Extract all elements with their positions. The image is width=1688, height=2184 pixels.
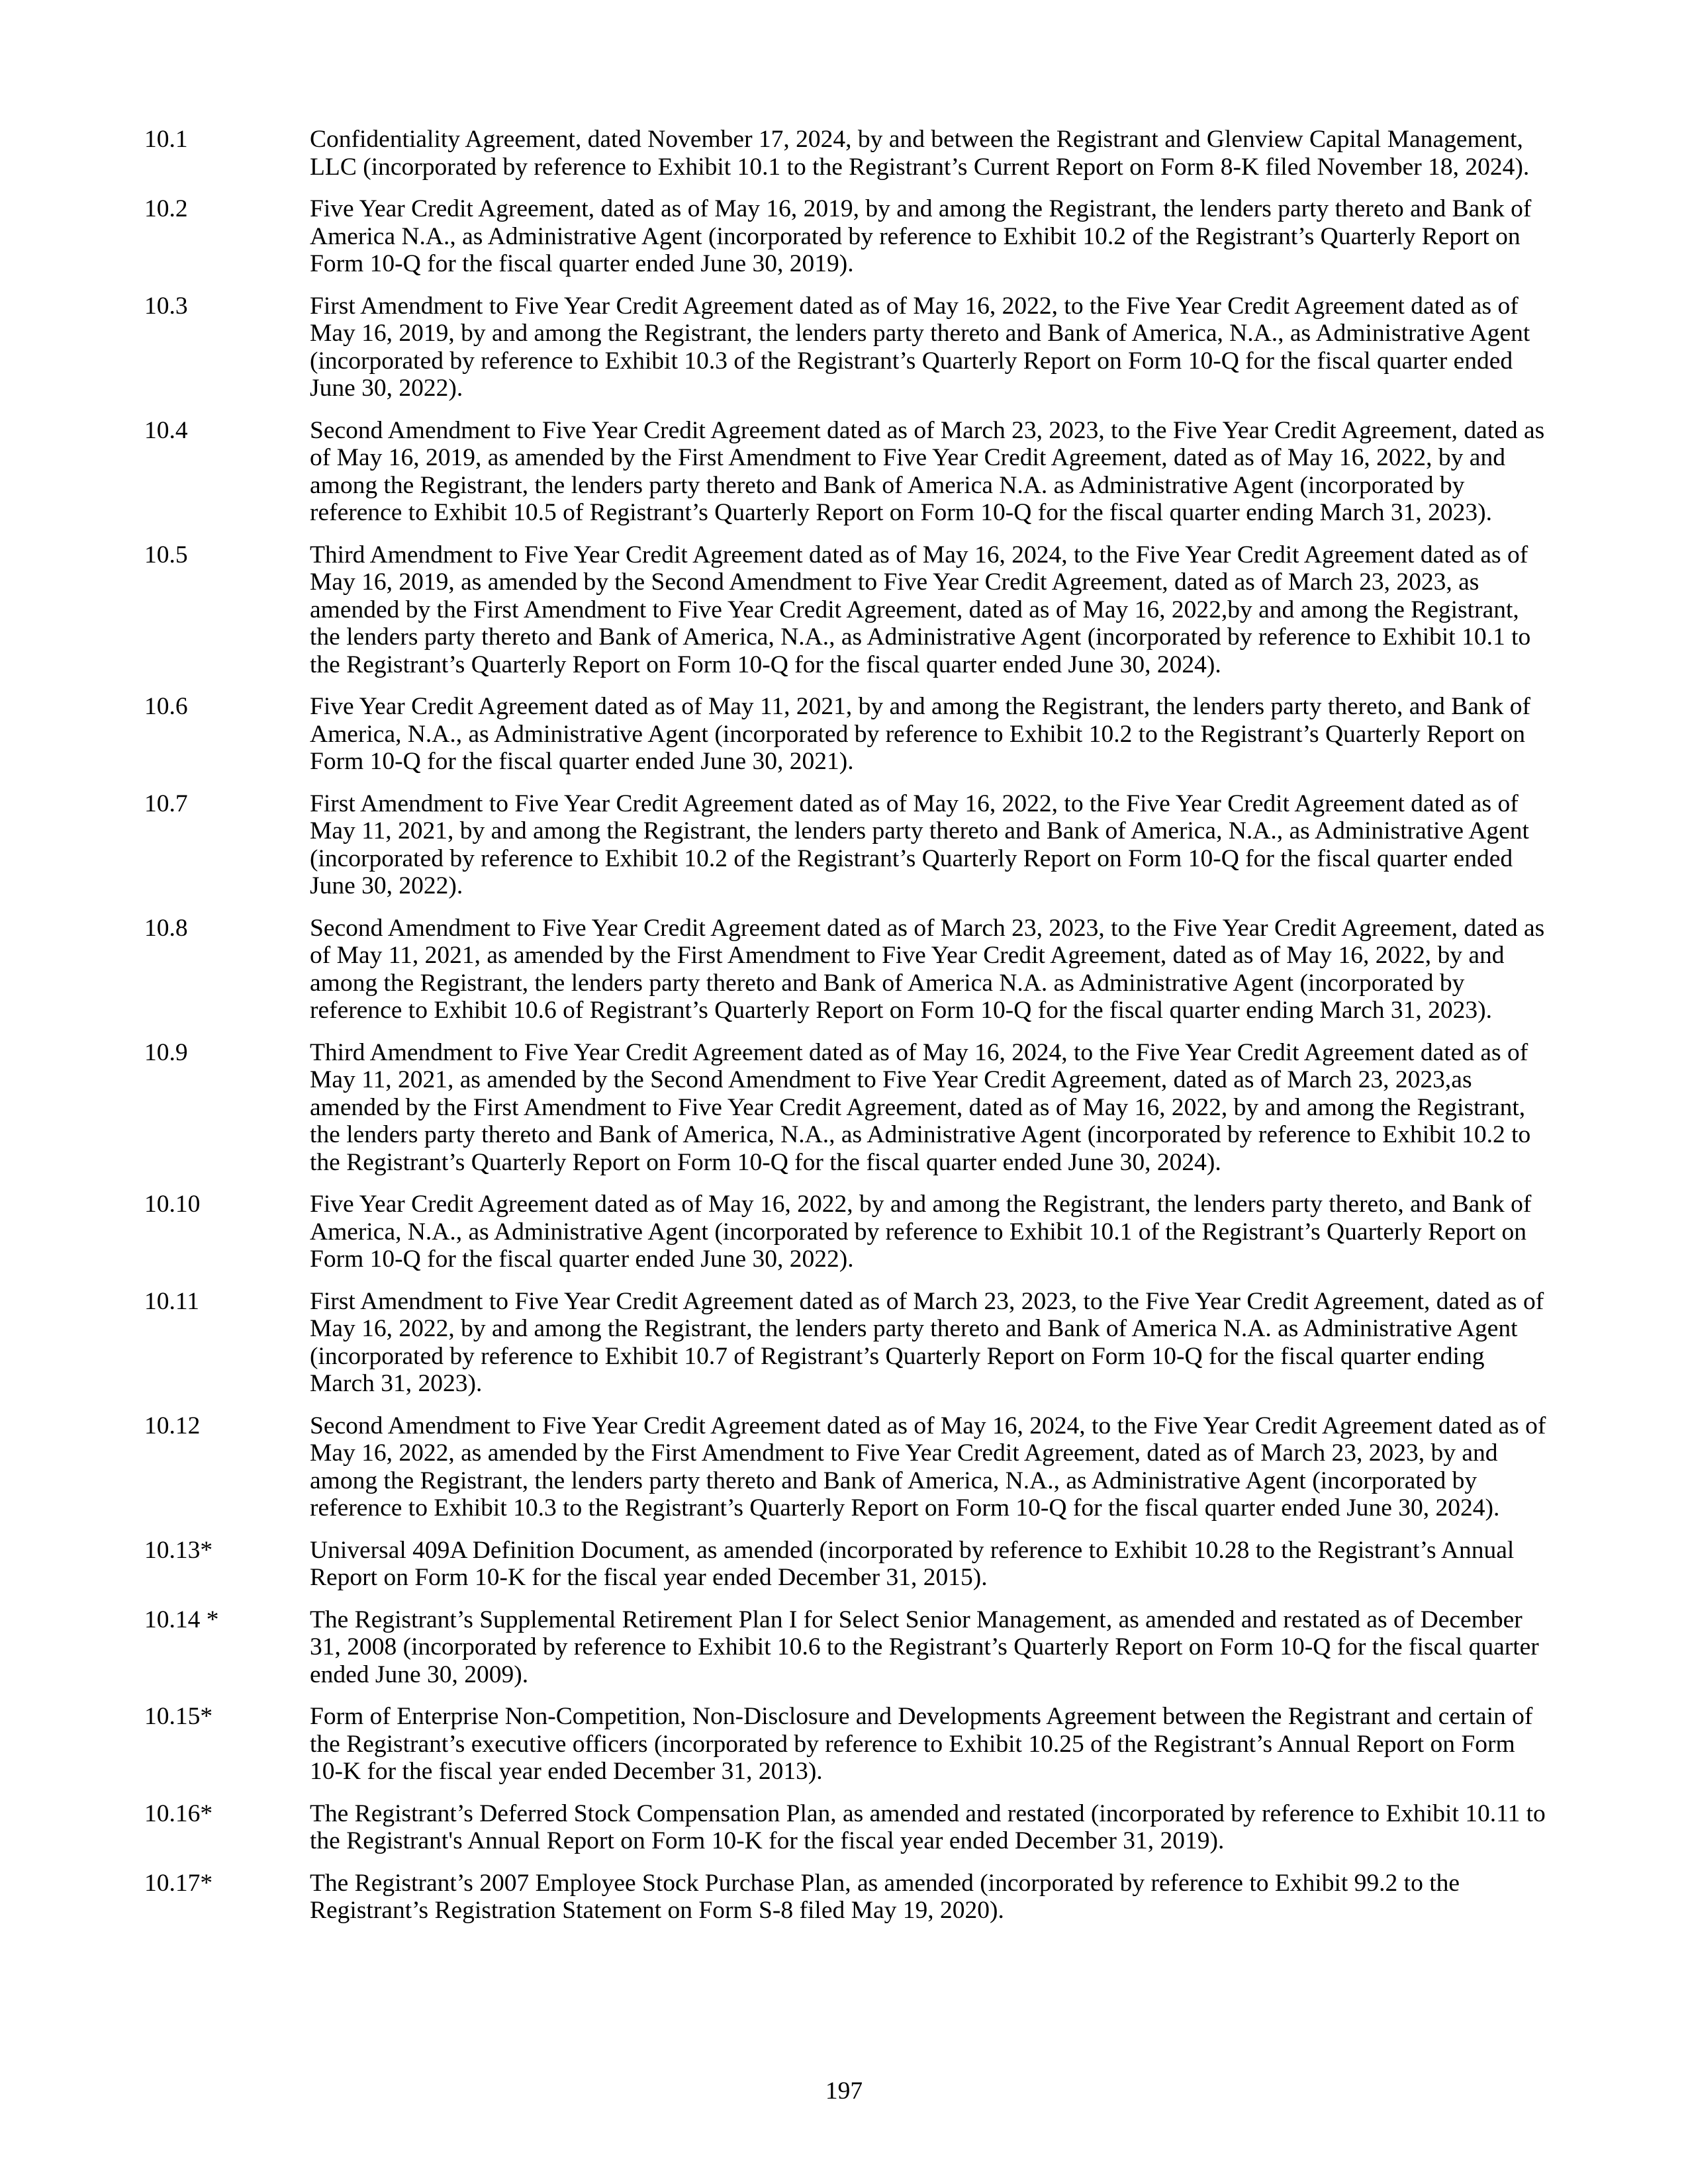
exhibit-number: 10.4 [144, 416, 188, 444]
exhibit-description: The Registrant’s Deferred Stock Compensation Plan, as amended and restated (incorporated by reference to Exhibit 10.11 to the Registrant's Annual Report on Form 10-K for the fiscal year ended December 31, 2019). [310, 1799, 1546, 1854]
exhibit-list [144, 126, 1548, 1939]
exhibit-row [144, 195, 1548, 278]
exhibit-row [144, 1606, 1548, 1689]
exhibit-number: 10.17* [144, 1869, 213, 1897]
exhibit-description: Five Year Credit Agreement dated as of May 16, 2022, by and among the Registrant, the lenders party thereto, and Bank of America, N.A., as Administrative Agent (incorporated by reference to Exhibit 10.1 of the Registrant’s Quarterly Report on Form 10-Q for the fiscal quarter ended June 30, 2022). [310, 1191, 1532, 1273]
exhibit-description: Universal 409A Definition Document, as amended (incorporated by reference to Exhibit 10.28 to the Registrant’s Annual Report on Form 10-K for the fiscal year ended December 31, 2015). [310, 1536, 1515, 1591]
exhibit-number: 10.9 [144, 1038, 188, 1066]
exhibit-row [144, 1800, 1548, 1855]
exhibit-description: Second Amendment to Five Year Credit Agreement dated as of March 23, 2023, to the Five Year Credit Agreement, dated as of May 11, 2021, as amended by the First Amendment to Five Year Credit Agreement, dated as of May 16, 2022, by and among the Registrant, the lenders party thereto and Bank of America N.A. as Administrative Agent (incorporated by reference to Exhibit 10.6 of Registrant’s Quarterly Report on Form 10-Q for the fiscal quarter ending March 31, 2023). [310, 914, 1545, 1024]
exhibit-description: Third Amendment to Five Year Credit Agreement dated as of May 16, 2024, to the Five Year Credit Agreement dated as of May 16, 2019, as amended by the Second Amendment to Five Year Credit Agreement, dated as of March 23, 2023, as amended by the First Amendment to Five Year Credit Agreement, dated as of May 16, 2022,by and among the Registrant, the lenders party thereto and Bank of America, N.A., as Administrative Agent (incorporated by reference to Exhibit 10.1 to the Registrant’s Quarterly Report on Form 10-Q for the fiscal quarter ended June 30, 2024). [310, 541, 1531, 678]
exhibit-description: Second Amendment to Five Year Credit Agreement dated as of May 16, 2024, to the Five Year Credit Agreement dated as of May 16, 2022, as amended by the First Amendment to Five Year Credit Agreement, dated as of March 23, 2023, by and among the Registrant, the lenders party thereto and Bank of America, N.A., as Administrative Agent (incorporated by reference to Exhibit 10.3 to the Registrant’s Quarterly Report on Form 10-Q for the fiscal quarter ended June 30, 2024). [310, 1412, 1546, 1522]
exhibit-row [144, 1288, 1548, 1398]
exhibit-row [144, 1412, 1548, 1522]
exhibit-number: 10.6 [144, 693, 188, 720]
exhibit-number: 10.12 [144, 1412, 201, 1439]
exhibit-description: Five Year Credit Agreement, dated as of May 16, 2019, by and among the Registrant, the lenders party thereto and Bank of America N.A., as Administrative Agent (incorporated by reference to Exhibit 10.2 of the Registrant’s Quarterly Report on Form 10-Q for the fiscal quarter ended June 30, 2019). [310, 195, 1532, 277]
exhibit-description: Second Amendment to Five Year Credit Agreement dated as of March 23, 2023, to the Five Year Credit Agreement, dated as of May 16, 2019, as amended by the First Amendment to Five Year Credit Agreement, dated as of May 16, 2022, by and among the Registrant, the lenders party thereto and Bank of America N.A. as Administrative Agent (incorporated by reference to Exhibit 10.5 of Registrant’s Quarterly Report on Form 10-Q for the fiscal quarter ending March 31, 2023). [310, 416, 1545, 526]
exhibit-row [144, 126, 1548, 181]
exhibit-row [144, 1870, 1548, 1925]
exhibit-number: 10.16* [144, 1799, 213, 1827]
exhibit-number: 10.10 [144, 1191, 201, 1218]
exhibit-row [144, 1191, 1548, 1273]
exhibit-description: The Registrant’s Supplemental Retirement Plan I for Select Senior Management, as amended and restated as of December 31, 2008 (incorporated by reference to Exhibit 10.6 to the Registrant’s Quarterly Report on Form 10-Q for the fiscal quarter ended June 30, 2009). [310, 1606, 1539, 1688]
exhibit-row [144, 915, 1548, 1024]
exhibit-description: Confidentiality Agreement, dated November 17, 2024, by and between the Registrant and Glenview Capital Management, LLC (incorporated by reference to Exhibit 10.1 to the Registrant’s Current Report on Form 8-K filed November 18, 2024). [310, 126, 1530, 181]
exhibit-number: 10.7 [144, 790, 188, 817]
exhibit-row [144, 541, 1548, 679]
exhibit-description: The Registrant’s 2007 Employee Stock Purchase Plan, as amended (incorporated by reference to Exhibit 99.2 to the Registrant’s Registration Statement on Form S-8 filed May 19, 2020). [310, 1869, 1460, 1924]
exhibit-row [144, 1537, 1548, 1592]
exhibit-row [144, 693, 1548, 776]
exhibit-row [144, 417, 1548, 527]
exhibit-number: 10.3 [144, 292, 188, 320]
exhibit-number: 10.15* [144, 1703, 213, 1730]
exhibit-row [144, 1703, 1548, 1786]
exhibit-number: 10.13* [144, 1536, 213, 1564]
exhibit-row [144, 1039, 1548, 1177]
exhibit-row [144, 293, 1548, 402]
exhibit-number: 10.5 [144, 541, 188, 569]
exhibit-number: 10.14 * [144, 1606, 219, 1633]
exhibit-description: Form of Enterprise Non-Competition, Non-Disclosure and Developments Agreement between the Registrant and certain of the Registrant’s executive officers (incorporated by reference to Exhibit 10.25 of the Registrant’s Annual Report on Form 10-K for the fiscal year ended December 31, 2013). [310, 1703, 1533, 1785]
exhibit-description: First Amendment to Five Year Credit Agreement dated as of May 16, 2022, to the Five Year Credit Agreement dated as of May 11, 2021, by and among the Registrant, the lenders party thereto and Bank of America, N.A., as Administrative Agent (incorporated by reference to Exhibit 10.2 of the Registrant’s Quarterly Report on Form 10-Q for the fiscal quarter ended June 30, 2022). [310, 790, 1529, 899]
exhibit-description: First Amendment to Five Year Credit Agreement dated as of May 16, 2022, to the Five Year Credit Agreement dated as of May 16, 2019, by and among the Registrant, the lenders party thereto and Bank of America, N.A., as Administrative Agent (incorporated by reference to Exhibit 10.3 of the Registrant’s Quarterly Report on Form 10-Q for the fiscal quarter ended June 30, 2022). [310, 292, 1530, 402]
exhibit-description: Third Amendment to Five Year Credit Agreement dated as of May 16, 2024, to the Five Year Credit Agreement dated as of May 11, 2021, as amended by the Second Amendment to Five Year Credit Agreement, dated as of March 23, 2023,as amended by the First Amendment to Five Year Credit Agreement, dated as of May 16, 2022, by and among the Registrant, the lenders party thereto and Bank of America, N.A., as Administrative Agent (incorporated by reference to Exhibit 10.2 to the Registrant’s Quarterly Report on Form 10-Q for the fiscal quarter ended June 30, 2024). [310, 1038, 1531, 1176]
exhibit-number: 10.2 [144, 195, 188, 222]
exhibit-row [144, 790, 1548, 900]
exhibit-number: 10.8 [144, 914, 188, 942]
exhibit-number: 10.11 [144, 1287, 199, 1315]
page-number: 197 [825, 2077, 863, 2105]
exhibit-description: Five Year Credit Agreement dated as of May 11, 2021, by and among the Registrant, the lenders party thereto, and Bank of America, N.A., as Administrative Agent (incorporated by reference to Exhibit 10.2 to the Registrant’s Quarterly Report on Form 10-Q for the fiscal quarter ended June 30, 2021). [310, 693, 1531, 775]
exhibit-description: First Amendment to Five Year Credit Agreement dated as of March 23, 2023, to the Five Year Credit Agreement, dated as of May 16, 2022, by and among the Registrant, the lenders party thereto and Bank of America N.A. as Administrative Agent (incorporated by reference to Exhibit 10.7 of Registrant’s Quarterly Report on Form 10-Q for the fiscal quarter ending March 31, 2023). [310, 1287, 1544, 1397]
exhibit-number: 10.1 [144, 126, 188, 153]
